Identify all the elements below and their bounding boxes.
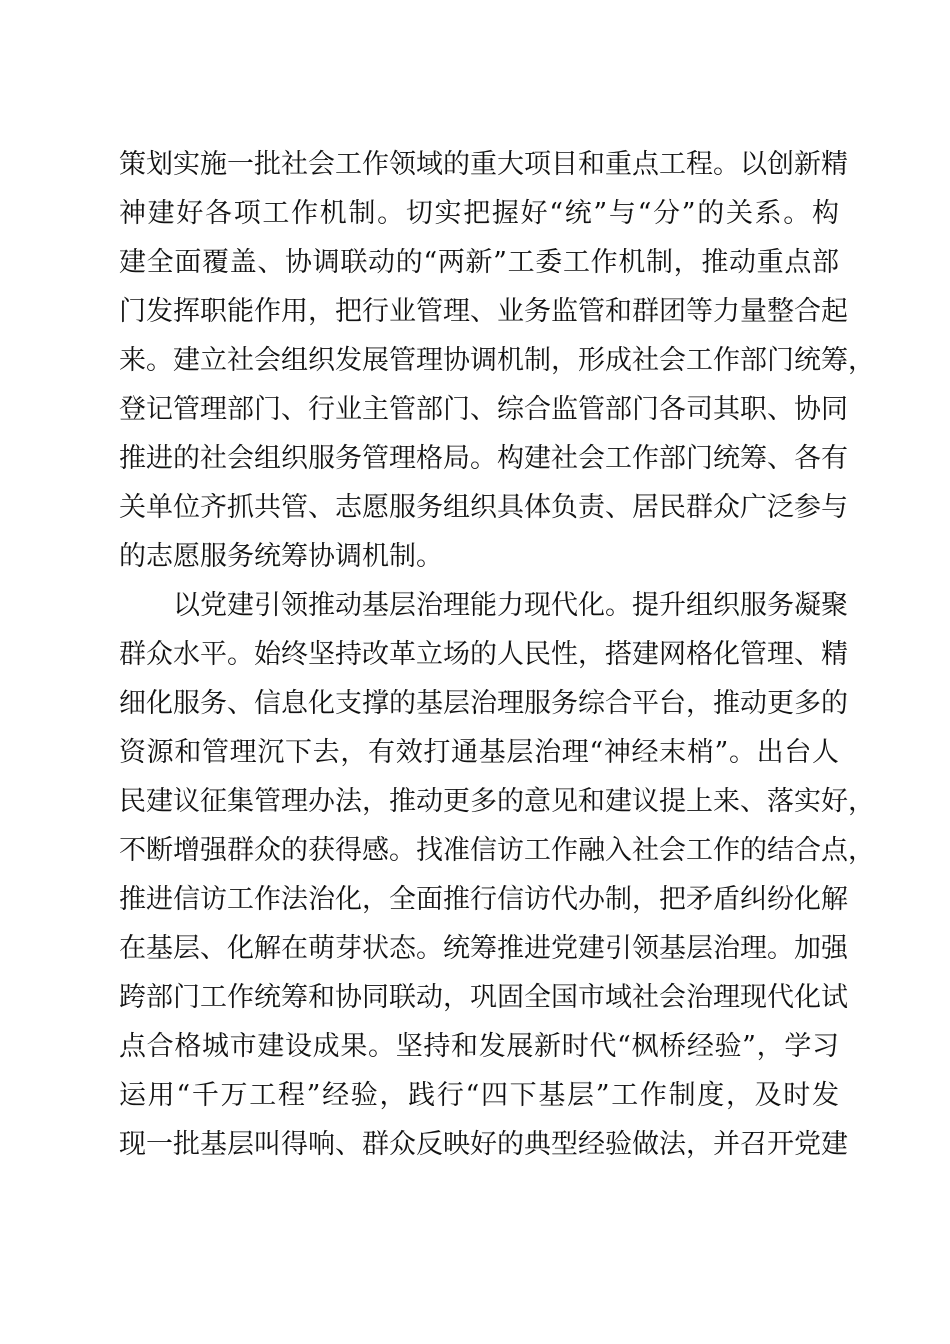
text-line: 以党建引领推动基层治理能力现代化。提升组织服务凝聚 (173, 590, 848, 621)
text-line: 现一批基层叫得响、群众反映好的典型经验做法，并召开党建 (119, 1129, 848, 1160)
text-line: 门发挥职能作用，把行业管理、业务监管和群团等力量整合起 (119, 296, 848, 327)
text-line: 的志愿服务统筹协调机制。 (119, 541, 443, 572)
text-line: 在基层、化解在萌芽状态。统筹推进党建引领基层治理。加强 (119, 933, 848, 964)
text-line: 建全面覆盖、协调联动的“两新”工委工作机制，推动重点部 (119, 247, 839, 278)
text-line: 民建议征集管理办法，推动更多的意见和建议提上来、落实好， (119, 786, 875, 817)
text-line: 关单位齐抓共管、志愿服务组织具体负责、居民群众广泛参与 (119, 492, 848, 523)
body-text (119, 140, 875, 1169)
text-line: 点合格城市建设成果。坚持和发展新时代“枫桥经验”，学习 (119, 1031, 839, 1062)
text-line: 来。建立社会组织发展管理协调机制，形成社会工作部门统筹， (119, 345, 875, 376)
text-line: 登记管理部门、行业主管部门、综合监管部门各司其职、协同 (119, 394, 848, 425)
text-line: 推进信访工作法治化，全面推行信访代办制，把矛盾纠纷化解 (119, 884, 848, 915)
text-line: 资源和管理沉下去，有效打通基层治理“神经末梢”。出台人 (119, 737, 839, 768)
text-line: 跨部门工作统筹和协同联动，巩固全国市域社会治理现代化试 (119, 982, 848, 1013)
text-line: 推进的社会组织服务管理格局。构建社会工作部门统筹、各有 (119, 443, 848, 474)
paragraph-1 (119, 140, 875, 581)
text-line: 不断增强群众的获得感。找准信访工作融入社会工作的结合点， (119, 835, 875, 866)
text-line: 运用“千万工程”经验，践行“四下基层”工作制度，及时发 (119, 1080, 839, 1111)
paragraph-2 (119, 581, 875, 1169)
text-line: 细化服务、信息化支撑的基层治理服务综合平台，推动更多的 (119, 688, 848, 719)
text-line: 群众水平。始终坚持改革立场的人民性，搭建网格化管理、精 (119, 639, 848, 670)
text-line: 策划实施一批社会工作领域的重大项目和重点工程。以创新精 (119, 149, 848, 180)
text-line: 神建好各项工作机制。切实把握好“统”与“分”的关系。构 (119, 198, 839, 229)
